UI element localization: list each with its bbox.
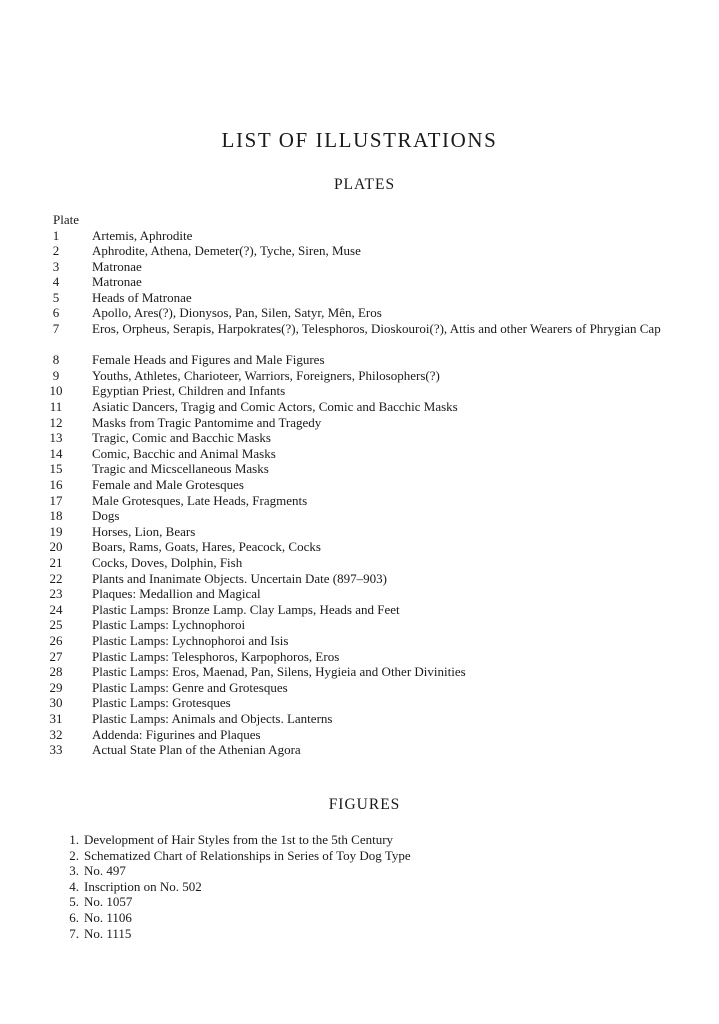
plate-number: 3 [52,258,60,274]
plate-entry [0,680,719,696]
figure-entry [0,848,719,864]
plate-entry [0,742,719,758]
plate-entry [0,664,719,680]
figure-number: 7. [69,925,79,941]
plate-entry [0,259,719,275]
plate-entry [0,243,719,259]
figure-description: No. 497 [84,863,126,879]
plate-number: 1 [52,227,60,243]
plate-description: Boars, Rams, Goats, Hares, Peacock, Cocks [92,539,321,555]
figure-description: Schematized Chart of Relationships in Series of Toy Dog Type [84,847,411,863]
plate-number: 6 [52,305,60,321]
figures-list [0,832,719,941]
plate-entry [0,727,719,743]
plate-entry [0,617,719,633]
page-title: LIST OF ILLUSTRATIONS [221,128,498,152]
plate-number: 28 [49,664,63,680]
plate-entry [0,430,719,446]
plate-description: Artemis, Aphrodite [92,227,193,243]
plate-description: Heads of Matronae [92,289,192,305]
plate-description: Actual State Plan of the Athenian Agora [92,742,301,758]
plate-number: 30 [49,695,63,711]
plate-entry [0,571,719,587]
plate-entry [0,508,719,524]
plate-entry [0,368,719,384]
figure-number: 1. [69,832,79,847]
plate-entry [0,555,719,571]
plate-number: 21 [49,554,63,570]
plate-entry [0,383,719,399]
plate-description: Plastic Lamps: Animals and Objects. Lanterns [92,710,333,726]
plate-description: Plastic Lamps: Grotesques [92,695,231,711]
plate-number: 2 [52,243,60,259]
plate-number: 32 [49,726,63,742]
plate-number: 15 [49,461,63,477]
plate-number: 13 [49,430,63,446]
plate-description: Comic, Bacchic and Animal Masks [92,445,276,461]
plate-entry [0,228,719,244]
figure-entry [0,926,719,942]
plate-description: Dogs [92,508,120,524]
plate-description: Male Grotesques, Late Heads, Fragments [92,492,308,508]
plate-entry [0,305,719,321]
plate-number: 23 [49,586,63,602]
figure-number: 5. [69,894,79,910]
plate-entry [0,477,719,493]
plate-number: 33 [49,742,63,758]
figure-description: Inscription on No. 502 [84,878,202,894]
figure-entry [0,863,719,879]
plate-entry [0,633,719,649]
plate-description: Tragic, Comic and Bacchic Masks [92,430,271,446]
plate-description: Plastic Lamps: Lychnophoroi and Isis [92,632,289,648]
plate-entry [0,399,719,415]
figure-entry [0,832,719,848]
figure-number: 3. [69,863,79,879]
plate-entry [0,586,719,602]
figure-entry [0,879,719,895]
plate-number: 22 [49,570,63,586]
plate-description: Plastic Lamps: Bronze Lamp. Clay Lamps, Heads and Feet [92,601,400,617]
plate-description: Plastic Lamps: Telesphoros, Karpophoros, Eros [92,648,340,664]
plate-entry [0,711,719,727]
figure-description: No. 1115 [84,925,132,941]
plate-number: 8 [52,352,60,368]
plate-number: 9 [52,367,60,383]
plate-description: Egyptian Priest, Children and Infants [92,383,286,399]
plate-entry [0,321,719,352]
plate-entry [0,649,719,665]
plate-description: Plastic Lamps: Eros, Maenad, Pan, Silens, Hygieia and Other Divinities [92,664,466,680]
plate-number: 12 [49,414,63,430]
plate-column-label: Plate [53,212,79,227]
plate-entry [0,602,719,618]
figure-number: 2. [69,847,79,863]
figure-entry [0,894,719,910]
figure-entry [0,910,719,926]
plate-description: Tragic and Micscellaneous Masks [92,461,269,477]
figures-heading: FIGURES [328,796,401,813]
plate-description: Masks from Tragic Pantomime and Tragedy [92,414,322,430]
plate-number: 27 [49,648,63,664]
plate-entry [0,274,719,290]
plate-number: 25 [49,617,63,633]
plate-description: Youths, Athletes, Charioteer, Warriors, Foreigners, Philosophers(?) [92,367,440,383]
plate-description: Matronae [92,274,142,290]
figure-description: Development of Hair Styles from the 1st to the 5th Century [84,832,394,847]
plate-number: 4 [52,274,60,290]
plate-entry [0,290,719,306]
plate-description: Asiatic Dancers, Tragig and Comic Actors, Comic and Bacchic Masks [92,399,458,415]
plate-number: 14 [49,445,63,461]
plate-number: 26 [49,632,63,648]
plate-entry [0,493,719,509]
plate-number: 24 [49,601,63,617]
figure-number: 6. [69,909,79,925]
plate-number: 16 [49,477,63,492]
plate-number: 7 [52,321,60,337]
plate-entry [0,524,719,540]
plate-number: 31 [49,710,63,726]
plate-number: 11 [49,399,63,415]
plate-entry [0,461,719,477]
plate-description: Plastic Lamps: Lychnophoroi [92,617,246,633]
plate-description: Apollo, Ares(?), Dionysos, Pan, Silen, Satyr, Mên, Eros [92,305,382,321]
plate-description: Cocks, Doves, Dolphin, Fish [92,554,243,570]
plate-description: Horses, Lion, Bears [92,523,196,539]
plate-number: 19 [49,523,63,539]
plate-description: Female and Male Grotesques [92,477,244,492]
plate-number: 5 [52,289,60,305]
plate-description: Aphrodite, Athena, Demeter(?), Tyche, Siren, Muse [92,243,361,259]
plate-description: Matronae [92,258,142,274]
plate-entry [0,446,719,462]
plate-entry [0,695,719,711]
plate-description: Female Heads and Figures and Male Figures [92,352,325,368]
plate-description: Plastic Lamps: Genre and Grotesques [92,679,288,695]
plate-entry [0,539,719,555]
plate-description: Eros, Orpheus, Serapis, Harpokrates(?), Telesphoros, Dioskouroi(?), Attis and other Wearers of Phrygian Cap [92,321,661,337]
plate-description: Plaques: Medallion and Magical [92,586,261,602]
plates-list [0,228,719,758]
plate-entry [0,352,719,368]
plate-number: 20 [49,539,63,555]
plate-description: Addenda: Figurines and Plaques [92,726,261,742]
plates-heading: PLATES [333,176,396,193]
plate-number: 29 [49,679,63,695]
plate-description: Plants and Inanimate Objects. Uncertain Date (897–903) [92,570,387,586]
plate-number: 10 [49,383,63,399]
plate-number: 17 [49,492,63,508]
figure-description: No. 1106 [84,909,132,925]
plate-number: 18 [49,508,63,524]
plate-entry [0,415,719,431]
figure-number: 4. [69,878,79,894]
figure-description: No. 1057 [84,894,133,910]
